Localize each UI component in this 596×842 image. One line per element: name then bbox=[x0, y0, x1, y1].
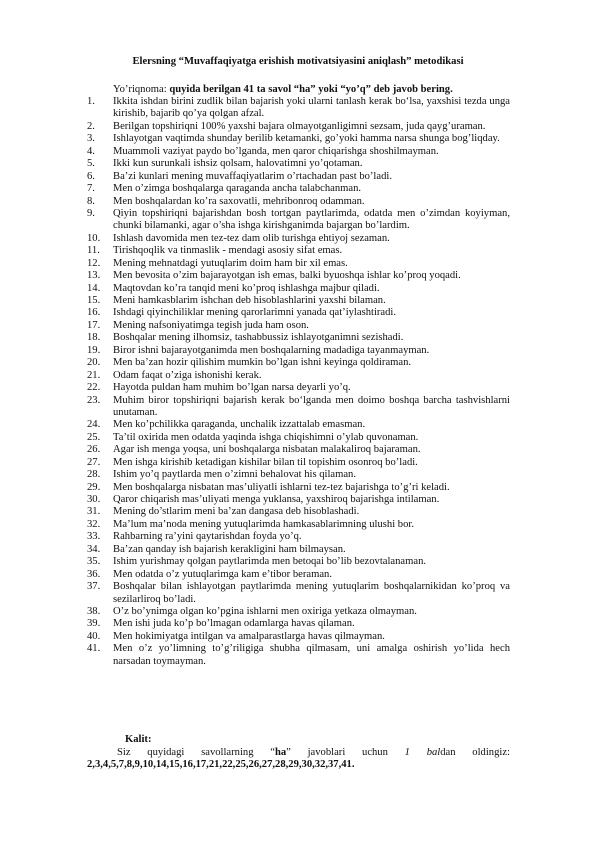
key-quoted-answer bbox=[270, 747, 291, 760]
item-text: Rahbarning ra’yini qaytarishdan foyda yo’q. bbox=[113, 531, 302, 543]
answer-key-line bbox=[87, 747, 510, 760]
list-item bbox=[87, 370, 510, 382]
item-text: Ba’zan qanday ish bajarish kerakligini ham bilmaysan. bbox=[113, 543, 346, 555]
item-text: Tirishqoqlik va tinmaslik - mendagi asosiy sifat emas. bbox=[113, 245, 343, 257]
item-number: 13. bbox=[87, 270, 101, 282]
key-score-unit-suffix: dan bbox=[440, 746, 456, 758]
item-text: Agar ish menga yoqsa, uni boshqalarga nisbatan malakaliroq bajaraman. bbox=[113, 444, 421, 456]
item-number: 40. bbox=[87, 630, 101, 642]
item-text: Boshqalar mening ilhomsiz, tashabbussiz ishlayotganimni sezishadi. bbox=[113, 332, 404, 344]
list-item bbox=[87, 395, 510, 420]
list-item bbox=[87, 208, 510, 233]
item-number: 33. bbox=[87, 531, 101, 543]
item-number: 21. bbox=[87, 369, 101, 381]
item-text: Ta’til oxirida men odatda yaqinda ishga chiqishimni o’ylab quvonaman. bbox=[113, 431, 419, 443]
list-item bbox=[87, 196, 510, 208]
item-number: 11. bbox=[87, 245, 100, 257]
item-number: 32. bbox=[87, 518, 101, 530]
item-number: 31. bbox=[87, 506, 101, 518]
item-number: 17. bbox=[87, 319, 101, 331]
item-text: Qaror chiqarish mas’uliyati menga yuklansa, yaxshiroq bajarishga intilaman. bbox=[113, 494, 440, 505]
item-number: 20. bbox=[87, 357, 101, 369]
list-item bbox=[87, 307, 510, 319]
item-text: Ma’lum ma’noda mening yutuqlarimda hamkasablarimning ulushi bor. bbox=[113, 518, 414, 530]
list-item bbox=[87, 569, 510, 581]
item-number: 39. bbox=[87, 618, 101, 630]
item-text: Meni hamkasblarim ishchan deb hisoblashlarini yaxshi bilaman. bbox=[113, 295, 386, 306]
instruction-text: quyida berilgan 41 ta savol “ha” yoki “yo’q” deb javob bering. bbox=[169, 84, 453, 95]
item-text: Ishim yo’q paytlarda men o’zimni behalovat his qilaman. bbox=[113, 469, 357, 481]
item-text: Ikki kun surunkali ishsiz qolsam, halovatimni yo’qotaman. bbox=[113, 158, 363, 170]
answer-key-values: 2,3,4,5,7,8,9,10,14,15,16,17,21,22,25,26,27,28,29,30,32,37,41. bbox=[87, 759, 355, 771]
item-number: 22. bbox=[87, 382, 101, 394]
key-score-number: 1 bbox=[404, 746, 410, 758]
item-number: 6. bbox=[87, 170, 95, 182]
key-score-unit-italic: bal bbox=[426, 746, 441, 758]
key-word: savollarning bbox=[201, 746, 254, 758]
item-number: 2. bbox=[87, 120, 95, 132]
key-word: quyidagi bbox=[147, 746, 185, 758]
item-text: Berilgan topshiriqni 100% yaxshi bajara olmayotganligimni sezsam, juda qayg’uraman. bbox=[113, 120, 486, 132]
item-text: Maqtovdan ko’ra tanqid meni ko’proq ishlashga majbur qiladi. bbox=[113, 282, 380, 294]
list-item bbox=[87, 320, 510, 332]
item-text: Hayotda puldan ham muhim bo’lgan narsa deyarli yo’q. bbox=[113, 382, 351, 394]
item-text: Men boshqalardan ko’ra saxovatli, mehribonroq odamman. bbox=[113, 195, 365, 207]
list-item bbox=[87, 544, 510, 556]
list-item bbox=[87, 345, 510, 357]
list-item bbox=[87, 382, 510, 394]
item-text: Ikkita ishdan birini zudlik bilan bajarish yoki ularni tanlash kerak bo‘lsa, yaxshisi tezda unga kirishib, bajarib qo’ya qolgan afzal. bbox=[113, 96, 510, 120]
item-number: 12. bbox=[87, 257, 101, 269]
item-number: 24. bbox=[87, 419, 101, 431]
item-number: 36. bbox=[87, 568, 101, 580]
item-number: 29. bbox=[87, 481, 101, 493]
item-number: 10. bbox=[87, 232, 101, 244]
list-item bbox=[87, 631, 510, 643]
item-number: 14. bbox=[87, 282, 101, 294]
list-item bbox=[87, 357, 510, 369]
item-number: 9. bbox=[87, 207, 95, 219]
item-number: 37. bbox=[87, 581, 101, 593]
list-item bbox=[87, 556, 510, 568]
item-number: 27. bbox=[87, 456, 101, 468]
list-item bbox=[87, 332, 510, 344]
item-number: 23. bbox=[87, 394, 101, 406]
item-text: Men hokimiyatga intilgan va amalparastlarga havas qilmayman. bbox=[113, 630, 385, 642]
list-item bbox=[87, 245, 510, 257]
item-text: Muammoli vaziyat paydo bo’lganda, men qaror chiqarishga shoshilmayman. bbox=[113, 145, 439, 157]
item-number: 7. bbox=[87, 183, 95, 195]
list-item bbox=[87, 96, 510, 121]
list-item bbox=[87, 295, 510, 307]
list-item bbox=[87, 519, 510, 531]
item-text: Qiyin topshiriqni bajarishdan bosh tortgan paytlarimda, odatda men o’zimdan koyiyman, chunki bilamanki, agar o’sha ishga kirishganimda bajargan bo’lardim. bbox=[113, 207, 510, 232]
list-item bbox=[87, 183, 510, 195]
item-number: 25. bbox=[87, 431, 101, 443]
list-item bbox=[87, 419, 510, 431]
question-list bbox=[87, 96, 510, 668]
item-text: Biror ishni bajarayotganimda men boshqalarning madadiga tayanmayman. bbox=[113, 344, 430, 356]
key-word: javoblari bbox=[307, 746, 346, 758]
item-text: Ishlayotgan vaqtimda shunday berilib ketamanki, go’yoki hamma narsa shunga bog’liqday. bbox=[113, 133, 500, 145]
list-item bbox=[87, 506, 510, 518]
item-text: Men o’zimga boshqalarga qaraganda ancha talabchanman. bbox=[113, 183, 362, 195]
list-item bbox=[87, 531, 510, 543]
item-number: 38. bbox=[87, 605, 101, 617]
key-quote-close: ” bbox=[286, 746, 291, 758]
key-score-unit bbox=[427, 747, 456, 760]
item-text: Men ko’pchilikka qaraganda, unchalik izzattalab emasman. bbox=[113, 419, 366, 431]
list-item bbox=[87, 581, 510, 606]
list-item bbox=[87, 606, 510, 618]
item-number: 26. bbox=[87, 444, 101, 456]
item-text: Ishlash davomida men tez-tez dam olib turishga ehtiyoj sezaman. bbox=[113, 232, 390, 244]
item-text: Ishdagi qiyinchiliklar mening qarorlarimni yanada qat’iylashtiradi. bbox=[113, 307, 397, 319]
item-text: Mening do’stlarim meni ba’zan dangasa deb hisoblashadi. bbox=[113, 506, 360, 518]
item-number: 5. bbox=[87, 158, 95, 170]
item-text: Boshqalar bilan ishlayotgan paytlarimda mening yutuqlarim boshqalarnikidan ko’proq va sezilarliroq bo’ladi. bbox=[113, 581, 510, 605]
item-text: Men bevosita o’zim bajarayotgan ish emas, balki byuoshqa ishlar ko’proq yoqadi. bbox=[113, 270, 461, 282]
list-item bbox=[87, 469, 510, 481]
item-text: Ba’zi kunlari mening muvaffaqiyatlarim o’rtachadan past bo’ladi. bbox=[113, 170, 392, 182]
item-number: 18. bbox=[87, 332, 101, 344]
list-item bbox=[87, 133, 510, 145]
list-item bbox=[87, 258, 510, 270]
item-text: Odam faqat o’ziga ishonishi kerak. bbox=[113, 369, 262, 381]
list-item bbox=[87, 482, 510, 494]
item-text: O’z bo’ynimga olgan ko’pgina ishlarni men oxiriga yetkaza olmayman. bbox=[113, 605, 417, 617]
item-number: 28. bbox=[87, 469, 101, 481]
list-item bbox=[87, 494, 510, 506]
item-number: 41. bbox=[87, 643, 101, 655]
list-item bbox=[87, 283, 510, 295]
item-number: 4. bbox=[87, 145, 95, 157]
answer-key-title: Kalit: bbox=[125, 734, 152, 745]
item-text: Men ishga kirishib ketadigan kishilar bilan til topishim osonroq bo’ladi. bbox=[113, 456, 418, 468]
item-text: Mening nafsoniyatimga tegish juda ham oson. bbox=[113, 319, 309, 331]
item-text: Men odatda o’z yutuqlarimga kam e’tibor beraman. bbox=[113, 568, 332, 580]
instruction-label: Yo’riqnoma: bbox=[113, 84, 170, 95]
key-word: uchun bbox=[362, 746, 388, 758]
item-text: Men ishi juda ko’p bo’lmagan odamlarga havas qilaman. bbox=[113, 618, 355, 630]
item-text: Muhim biror topshiriqni bajarish kerak bo‘lganda men doimo boshqa barcha tashvishlarni unutaman. bbox=[113, 394, 510, 418]
item-text: Men o’z yo’limning to’g’riligiga shubha qilmasam, uni amalga oshirish yo’lida hech narsadan toymayman. bbox=[113, 643, 510, 667]
item-text: Men ba’zan hozir qilishim mumkin bo’lgan ishni keyinga qoldiraman. bbox=[113, 357, 412, 369]
list-item bbox=[87, 146, 510, 158]
key-word: Siz bbox=[117, 746, 131, 758]
list-item bbox=[87, 233, 510, 245]
list-item bbox=[87, 432, 510, 444]
list-item bbox=[87, 618, 510, 630]
key-answer-word: ha bbox=[274, 746, 287, 758]
item-number: 15. bbox=[87, 295, 101, 306]
key-quote-open: “ bbox=[270, 746, 275, 758]
key-word: oldingiz: bbox=[472, 746, 510, 758]
list-item bbox=[87, 121, 510, 133]
list-item bbox=[87, 643, 510, 668]
item-number: 16. bbox=[87, 307, 101, 319]
item-number: 8. bbox=[87, 195, 95, 207]
list-item bbox=[87, 270, 510, 282]
item-number: 3. bbox=[87, 133, 95, 145]
item-text: Ishim yurishmay qolgan paytlarimda men betoqai bo’lib bezovtalanaman. bbox=[113, 556, 427, 568]
list-item bbox=[87, 171, 510, 183]
item-text: Mening mehnatdagi yutuqlarim doim ham bir xil emas. bbox=[113, 257, 348, 269]
list-item bbox=[87, 457, 510, 469]
list-item bbox=[87, 158, 510, 170]
page-title: Elersning “Muvaffaqiyatga erishish motivatsiyasini aniqlash” metodikasi bbox=[132, 56, 464, 67]
instruction bbox=[113, 84, 453, 96]
item-text: Men boshqalarga nisbatan mas’uliyatli ishlarni tez-tez bajarishga to’g’ri keladi. bbox=[113, 481, 450, 493]
item-number: 30. bbox=[87, 494, 101, 505]
list-item bbox=[87, 444, 510, 456]
item-number: 19. bbox=[87, 344, 101, 356]
item-number: 34. bbox=[87, 543, 101, 555]
answer-key bbox=[87, 734, 510, 772]
item-number: 1. bbox=[87, 96, 95, 107]
item-number: 35. bbox=[87, 556, 101, 568]
